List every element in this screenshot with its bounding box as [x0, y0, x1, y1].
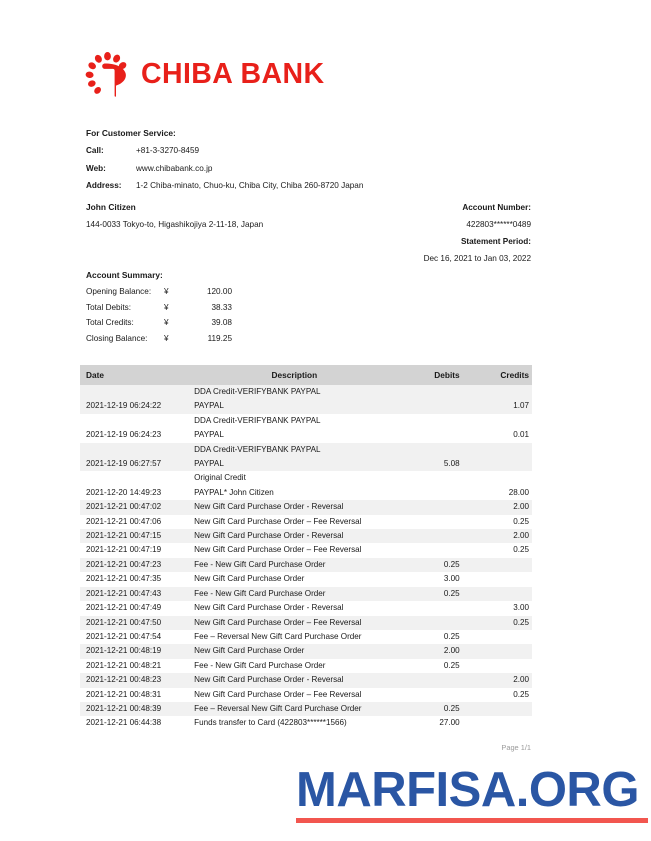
cell-date: 2021-12-19 06:24:22 — [80, 385, 186, 414]
cell-date: 2021-12-21 00:47:50 — [80, 616, 186, 630]
cell-description — [186, 673, 402, 687]
table-row — [80, 688, 532, 702]
cell-date: 2021-12-21 00:47:19 — [86, 545, 162, 555]
table-header-row — [80, 365, 532, 385]
bank-logo — [84, 52, 324, 97]
transactions-table-body — [80, 385, 532, 731]
account-summary-title: Account Summary: — [86, 270, 163, 280]
table-row — [80, 385, 532, 414]
cell-credit — [477, 630, 532, 644]
description-main: PAYPAL — [194, 459, 224, 469]
cell-credit: 0.25 — [513, 516, 529, 526]
customer-service-web-row — [86, 160, 363, 177]
cell-debit — [403, 385, 477, 414]
summary-value: 119.25 — [207, 333, 232, 343]
cell-credit: 2.00 — [477, 500, 532, 514]
table-row — [80, 644, 532, 658]
description-main: Fee - New Gift Card Purchase Order — [194, 559, 326, 569]
address-value: 1-2 Chiba-minato, Chuo-ku, Chiba City, Chiba 260-8720 Japan — [136, 180, 364, 190]
table-row — [80, 529, 532, 543]
cell-description — [186, 543, 402, 557]
description-main: PAYPAL* John Citizen — [194, 487, 274, 497]
customer-service-address-row — [86, 177, 363, 194]
cell-date: 2021-12-21 06:44:38 — [86, 718, 162, 728]
description-main: Fee – Reversal New Gift Card Purchase Order — [194, 703, 362, 713]
account-info-block — [424, 199, 531, 267]
summary-label: Total Debits: — [86, 302, 132, 312]
description-subline: Original Credit — [194, 473, 246, 483]
cell-date: 2021-12-21 00:48:19 — [80, 644, 186, 658]
cell-description — [186, 471, 402, 500]
description-main: New Gift Card Purchase Order - Reversal — [194, 531, 344, 541]
summary-currency: ¥ — [164, 333, 169, 343]
cell-debit — [403, 543, 477, 557]
cell-description — [186, 659, 402, 673]
header-debits: Debits — [403, 365, 477, 385]
table-row — [80, 572, 532, 586]
description-main: Fee - New Gift Card Purchase Order — [194, 588, 326, 598]
description-main: PAYPAL — [194, 401, 224, 411]
cell-debit: 0.25 — [403, 587, 477, 601]
page-number: Page 1/1 — [501, 743, 531, 752]
cell-credit — [477, 572, 532, 586]
cell-credit — [477, 644, 532, 658]
account-summary-block — [86, 270, 232, 346]
call-value: +81-3-3270-8459 — [136, 146, 200, 156]
cell-credit: 28.00 — [508, 487, 529, 497]
description-main: Funds transfer to Card (422803******1566) — [194, 718, 347, 728]
cell-debit: 2.00 — [403, 644, 477, 658]
table-row — [80, 716, 532, 730]
web-value[interactable]: www.chibabank.co.jp — [136, 163, 213, 173]
cell-debit — [403, 688, 477, 702]
summary-label: Opening Balance: — [86, 287, 152, 296]
cell-description — [186, 529, 402, 543]
cell-debit — [403, 529, 477, 543]
cell-description — [186, 443, 402, 472]
summary-value: 120.00 — [206, 287, 232, 296]
watermark-text: MARFISA.ORG — [296, 763, 639, 817]
cell-description — [186, 601, 402, 615]
description-main: New Gift Card Purchase Order – Fee Reversal — [194, 545, 362, 555]
table-row — [80, 630, 532, 644]
summary-currency: ¥ — [164, 302, 169, 312]
cell-date: 2021-12-21 00:47:02 — [80, 500, 186, 514]
cell-date: 2021-12-21 00:47:49 — [86, 603, 162, 613]
cell-description — [186, 572, 402, 586]
summary-label: Closing Balance: — [86, 333, 148, 343]
cell-date: 2021-12-21 00:48:31 — [86, 689, 162, 699]
table-row — [80, 673, 532, 687]
description-main: New Gift Card Purchase Order - Reversal — [194, 675, 344, 685]
cell-credit — [477, 587, 532, 601]
statement-period-label: Statement Period: — [460, 237, 531, 246]
cell-date: 2021-12-21 00:48:39 — [80, 702, 186, 716]
table-row — [80, 443, 532, 472]
description-main: New Gift Card Purchase Order — [194, 646, 305, 656]
table-row — [80, 515, 532, 529]
description-main: Fee – Reversal New Gift Card Purchase Order — [194, 631, 362, 641]
cell-debit — [403, 500, 477, 514]
cell-description — [186, 558, 402, 572]
cell-description — [186, 630, 402, 644]
customer-service-block — [86, 125, 363, 194]
cell-credit: 0.25 — [477, 616, 532, 630]
cell-credit: 1.07 — [477, 385, 532, 414]
cell-credit: 0.25 — [513, 545, 529, 555]
cell-debit: 0.25 — [443, 631, 460, 641]
description-subline: DDA Credit-VERIFYBANK PAYPAL — [194, 444, 321, 454]
cell-description — [186, 587, 402, 601]
cell-date: 2021-12-20 14:49:23 — [86, 487, 162, 497]
transactions-table — [80, 365, 532, 731]
table-row — [80, 471, 532, 500]
cell-date: 2021-12-19 06:24:23 — [86, 430, 162, 440]
cell-credit — [477, 716, 532, 730]
chiba-bank-flower-logo-icon — [84, 52, 130, 97]
cell-debit: 3.00 — [443, 574, 460, 584]
description-main: Fee - New Gift Card Purchase Order — [194, 660, 326, 670]
account-number-value: 422803******0489 — [466, 220, 531, 229]
table-row — [80, 543, 532, 557]
cell-credit: 2.00 — [477, 529, 532, 543]
statement-period-value: Dec 16, 2021 to Jan 03, 2022 — [423, 254, 531, 263]
summary-value: 38.33 — [211, 302, 232, 312]
cell-date: 2021-12-21 00:47:35 — [86, 574, 162, 584]
cell-debit: 0.25 — [403, 702, 477, 716]
cell-debit: 0.25 — [443, 660, 460, 670]
cell-credit: 2.00 — [477, 673, 532, 687]
bank-name: CHIBA BANK — [141, 58, 325, 91]
table-row — [80, 558, 532, 572]
cell-credit — [477, 659, 532, 673]
cell-credit: 3.00 — [513, 603, 529, 613]
description-main: PAYPAL — [194, 430, 224, 440]
summary-currency: ¥ — [164, 287, 169, 296]
cell-description — [186, 414, 402, 443]
watermark — [296, 763, 651, 823]
cell-date: 2021-12-21 00:48:23 — [80, 673, 186, 687]
cell-date: 2021-12-21 00:47:23 — [80, 558, 186, 572]
table-row — [80, 500, 532, 514]
call-label: Call: — [86, 146, 104, 156]
table-row — [80, 659, 532, 673]
cell-description — [186, 515, 402, 529]
description-main: New Gift Card Purchase Order - Reversal — [194, 603, 344, 613]
watermark-bar — [296, 818, 648, 823]
table-row — [80, 702, 532, 716]
cell-description — [186, 702, 402, 716]
cell-debit — [403, 471, 477, 500]
summary-row — [86, 284, 232, 300]
cell-credit: 0.25 — [513, 689, 529, 699]
description-subline: DDA Credit-VERIFYBANK PAYPAL — [194, 387, 321, 396]
customer-name: John Citizen — [86, 202, 136, 212]
cell-description — [186, 385, 402, 414]
customer-address: 144-0033 Tokyo-to, Higashikojiya 2-11-18, Japan — [86, 220, 264, 229]
cell-description — [186, 688, 402, 702]
web-label: Web: — [86, 163, 106, 173]
customer-block — [86, 199, 263, 233]
cell-date: 2021-12-21 00:47:15 — [80, 529, 186, 543]
table-row — [80, 414, 532, 443]
cell-date: 2021-12-21 00:47:06 — [86, 516, 162, 526]
summary-label: Total Credits: — [86, 318, 134, 327]
cell-debit — [403, 601, 477, 615]
cell-description — [186, 716, 402, 730]
table-row — [80, 616, 532, 630]
cell-credit: 0.01 — [513, 430, 529, 440]
customer-service-call-row — [86, 142, 363, 159]
cell-description — [186, 616, 402, 630]
summary-row — [86, 331, 232, 347]
description-main: New Gift Card Purchase Order - Reversal — [194, 502, 344, 512]
summary-row — [86, 315, 232, 331]
cell-date: 2021-12-21 00:48:21 — [86, 660, 162, 670]
cell-debit — [403, 673, 477, 687]
header-credits: Credits — [477, 365, 532, 385]
cell-description — [186, 644, 402, 658]
cell-debit — [403, 515, 477, 529]
cell-debit: 0.25 — [403, 558, 477, 572]
description-subline: DDA Credit-VERIFYBANK PAYPAL — [194, 415, 321, 425]
description-main: New Gift Card Purchase Order — [194, 574, 305, 584]
description-main: New Gift Card Purchase Order – Fee Reversal — [194, 617, 362, 627]
description-main: New Gift Card Purchase Order – Fee Reversal — [194, 516, 362, 526]
cell-date: 2021-12-19 06:27:57 — [80, 443, 186, 472]
account-number-label: Account Number: — [462, 203, 531, 212]
table-row — [80, 601, 532, 615]
cell-date: 2021-12-21 00:47:43 — [80, 587, 186, 601]
cell-credit — [477, 702, 532, 716]
cell-debit — [403, 616, 477, 630]
cell-credit — [477, 443, 532, 472]
description-main: New Gift Card Purchase Order – Fee Reversal — [194, 689, 362, 699]
table-row — [80, 587, 532, 601]
cell-debit: 5.08 — [403, 443, 477, 472]
account-summary-rows — [86, 284, 232, 346]
header-description: Description — [186, 365, 402, 385]
cell-description — [186, 500, 402, 514]
cell-credit — [477, 558, 532, 572]
summary-currency: ¥ — [164, 318, 169, 327]
customer-service-title: For Customer Service: — [86, 128, 176, 138]
header-date: Date — [80, 365, 186, 385]
cell-debit: 27.00 — [439, 718, 460, 728]
cell-debit — [403, 414, 477, 443]
summary-row — [86, 300, 232, 316]
cell-date: 2021-12-21 00:47:54 — [86, 631, 162, 641]
summary-value: 39.08 — [211, 318, 232, 327]
address-label: Address: — [86, 180, 122, 190]
